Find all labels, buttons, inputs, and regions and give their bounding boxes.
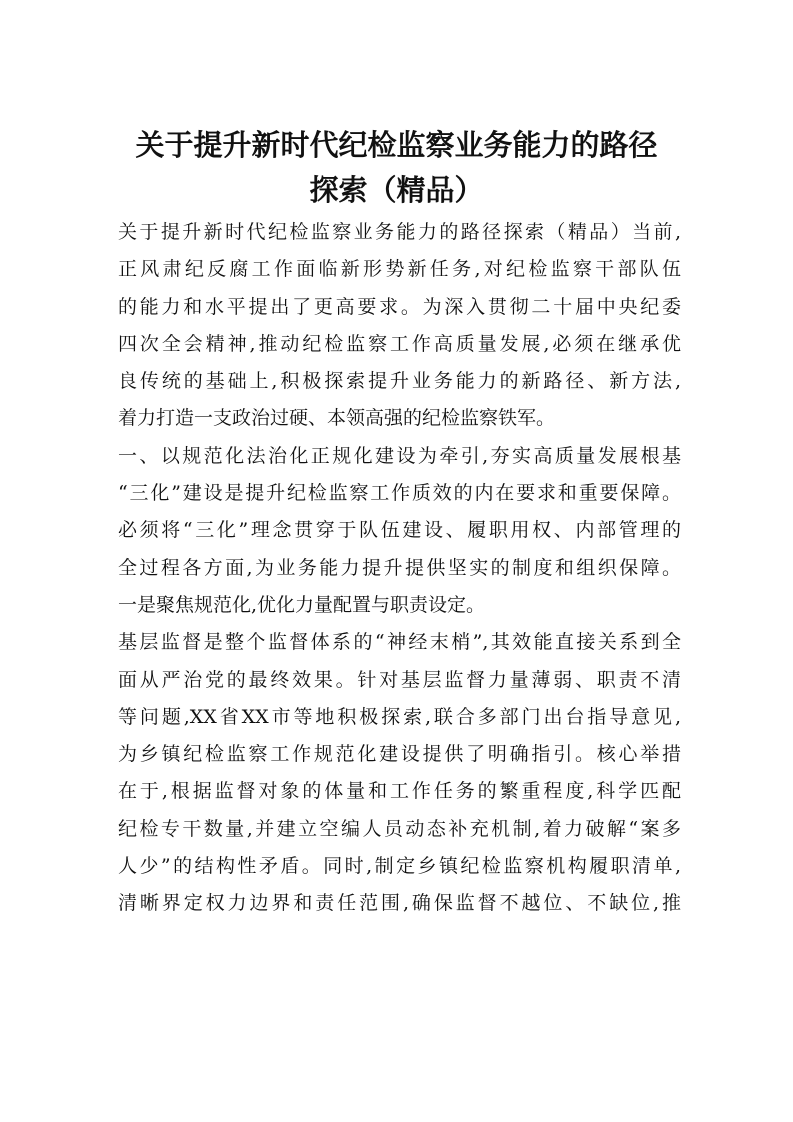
body-text-line: 良传统的基础上,积极探索提升业务能力的新路径、新方法,	[118, 370, 681, 393]
document-title-line-2: 探索（精品）	[309, 173, 484, 207]
body-text-line: 着力打造一支政治过硬、本领高强的纪检监察铁军。	[118, 407, 556, 430]
body-text-line: 清晰界定权力边界和责任范围,确保监督不越位、不缺位,推	[118, 892, 681, 915]
body-text-line: 一是聚焦规范化,优化力量配置与职责设定。	[118, 593, 486, 616]
body-text-line: 四次全会精神,推动纪检监察工作高质量发展,必须在继承优	[118, 332, 681, 355]
body-text-line: 面从严治党的最终效果。针对基层监督力量薄弱、职责不清	[118, 668, 681, 691]
body-text-line: 人少”的结构性矛盾。同时,制定乡镇纪检监察机构履职清单,	[118, 855, 681, 878]
body-text-line: 等问题,XX省XX市等地积极探索,联合多部门出台指导意见,	[118, 705, 681, 728]
body-text-line: 的能力和水平提出了更高要求。为深入贯彻二十届中央纪委	[118, 295, 681, 318]
body-text-line: 为乡镇纪检监察工作规范化建设提供了明确指引。核心举措	[118, 743, 681, 766]
body-text-line: 在于,根据监督对象的体量和工作任务的繁重程度,科学匹配	[118, 780, 681, 803]
body-text-line: 纪检专干数量,并建立空编人员动态补充机制,着力破解“案多	[118, 817, 681, 840]
body-text-line: 关于提升新时代纪检监察业务能力的路径探索（精品）当前,	[118, 221, 681, 243]
body-text-line: 一、以规范化法治化正规化建设为牵引,夯实高质量发展根基	[118, 444, 681, 467]
document-body	[118, 214, 681, 923]
body-text-line: 全过程各方面,为业务能力提升提供坚实的制度和组织保障。	[118, 556, 681, 579]
body-text-line: 基层监督是整个监督体系的“神经末梢”,其效能直接关系到全	[118, 631, 681, 654]
body-text-line: “三化”建设是提升纪检监察工作质效的内在要求和重要保障。	[118, 482, 681, 505]
document-title-line-1: 关于提升新时代纪检监察业务能力的路径	[135, 128, 658, 162]
body-text-line: 必须将“三化”理念贯穿于队伍建设、履职用权、内部管理的	[118, 519, 681, 542]
body-text-line: 正风肃纪反腐工作面临新形势新任务,对纪检监察干部队伍	[118, 258, 681, 281]
